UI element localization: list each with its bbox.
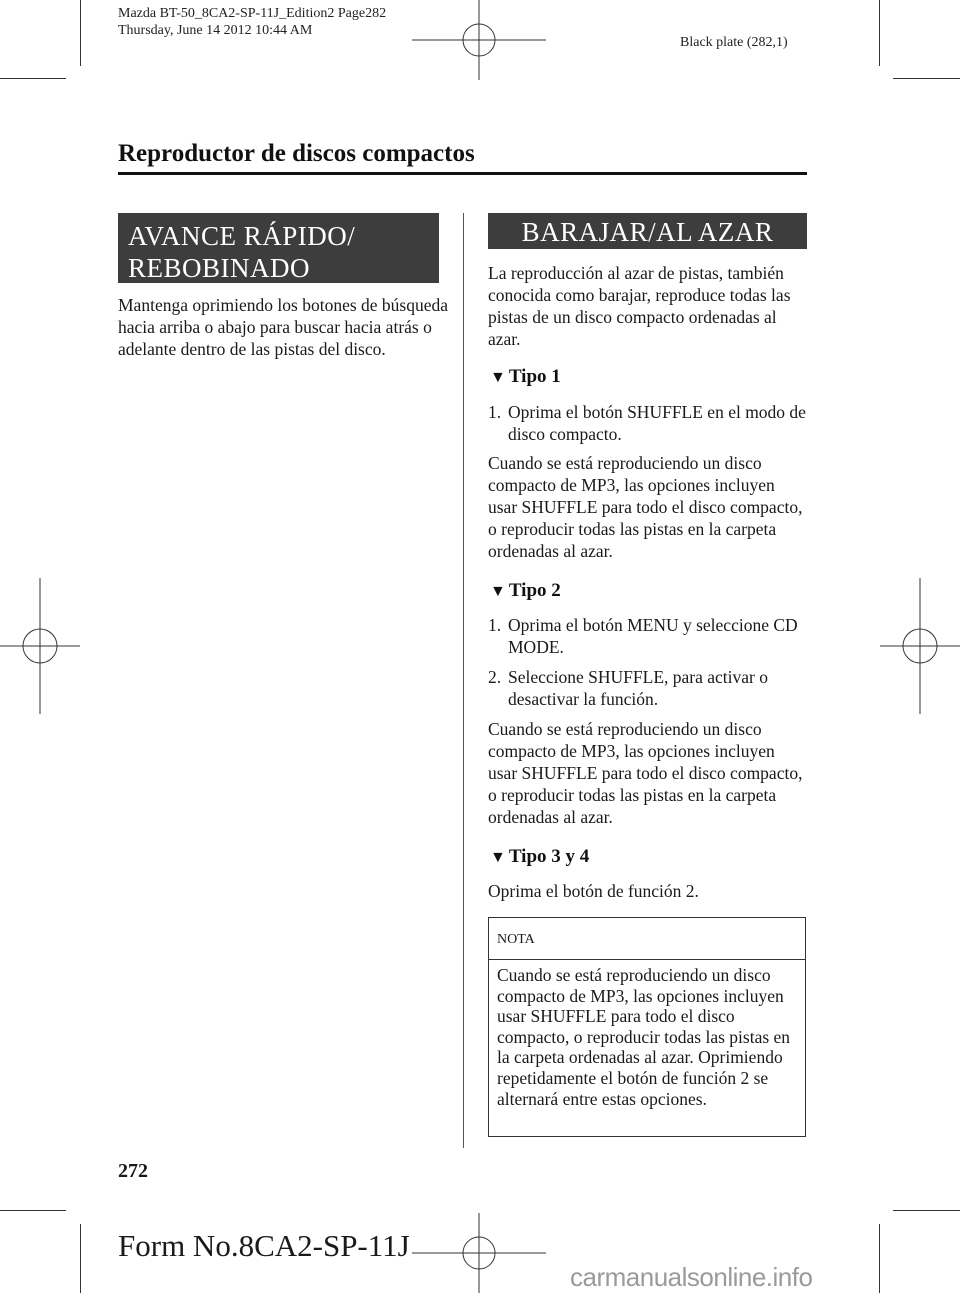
registration-mark-left: [0, 578, 80, 714]
tipo34-title: Tipo 3 y 4: [508, 846, 590, 867]
step-text: Oprima el botón MENU y seleccione CD MODE.: [508, 615, 798, 657]
tipo2-paragraph: Cuando se está reproduciendo un disco compacto de MP3, las opciones incluyen usar SHUFFLE para todo el disco compacto, o reproducir todas las pistas en la carpeta ordenadas al azar.: [488, 719, 803, 827]
tipo34-heading: [490, 846, 589, 868]
tipo34-paragraph: Oprima el botón de función 2.: [488, 881, 699, 901]
tipo1-heading: [490, 366, 561, 388]
heading-avance-line2: REBOBINADO: [128, 253, 311, 283]
section-title: Reproductor de discos compactos: [118, 140, 475, 167]
file-info: [118, 5, 386, 39]
list-item: [488, 614, 810, 658]
step-number: 1.: [488, 402, 502, 422]
step-number: 1.: [488, 615, 502, 635]
heading-barajar: BARAJAR/AL AZAR: [488, 213, 807, 249]
registration-mark-bottom: [412, 1213, 546, 1293]
tipo2-steps: [488, 614, 810, 710]
list-item: [488, 401, 810, 445]
tipo2-title: Tipo 2: [508, 580, 561, 601]
registration-mark-right: [880, 578, 960, 714]
tipo1-paragraph: Cuando se está reproduciendo un disco compacto de MP3, las opciones incluyen usar SHUFFLE para todo el disco compacto, o reproducir todas las pistas en la carpeta ordenadas al azar.: [488, 453, 803, 561]
registration-mark-top: [412, 0, 546, 80]
tipo2-heading: [490, 580, 561, 602]
triangle-icon: ▼: [490, 849, 506, 866]
triangle-icon: ▼: [490, 583, 506, 600]
heading-avance-line1: AVANCE RÁPIDO/: [128, 221, 356, 251]
title-rule: [118, 172, 807, 175]
tipo1-steps: [488, 401, 810, 445]
barajar-intro: La reproducción al azar de pistas, también conocida como barajar, reproduce todas las pistas de un disco compacto ordenadas al azar.: [488, 263, 791, 349]
note-label: NOTA: [489, 918, 805, 960]
note-box: [488, 917, 806, 1137]
step-text: Seleccione SHUFFLE, para activar o desactivar la función.: [508, 667, 768, 709]
file-info-line2: Thursday, June 14 2012 10:44 AM: [118, 23, 313, 38]
heading-avance-rapido: [118, 213, 439, 283]
watermark: carmanualsonline.info: [570, 1262, 813, 1292]
step-text: Oprima el botón SHUFFLE en el modo de disco compacto.: [508, 402, 806, 444]
triangle-icon: ▼: [490, 369, 506, 386]
form-number: Form No.8CA2-SP-11J: [118, 1228, 410, 1263]
step-number: 2.: [488, 667, 502, 687]
list-item: [488, 666, 810, 710]
column-divider: [463, 213, 464, 1148]
tipo1-title: Tipo 1: [508, 366, 561, 387]
plate-label: Black plate (282,1): [680, 35, 788, 50]
page-number: 272: [118, 1160, 148, 1182]
avance-paragraph: Mantenga oprimiendo los botones de búsqueda hacia arriba o abajo para buscar hacia atrás o adelante dentro de las pistas del disco.: [118, 295, 449, 359]
file-info-line1: Mazda BT-50_8CA2-SP-11J_Edition2 Page282: [118, 6, 387, 21]
note-text: Cuando se está reproduciendo un disco compacto de MP3, las opciones incluyen usar SHUFFLE para todo el disco compacto, o reproducir todas las pistas en la carpeta ordenadas al azar. Oprimiendo repetidamente el botón de función 2 se alternará entre estas opciones.: [497, 965, 791, 1109]
